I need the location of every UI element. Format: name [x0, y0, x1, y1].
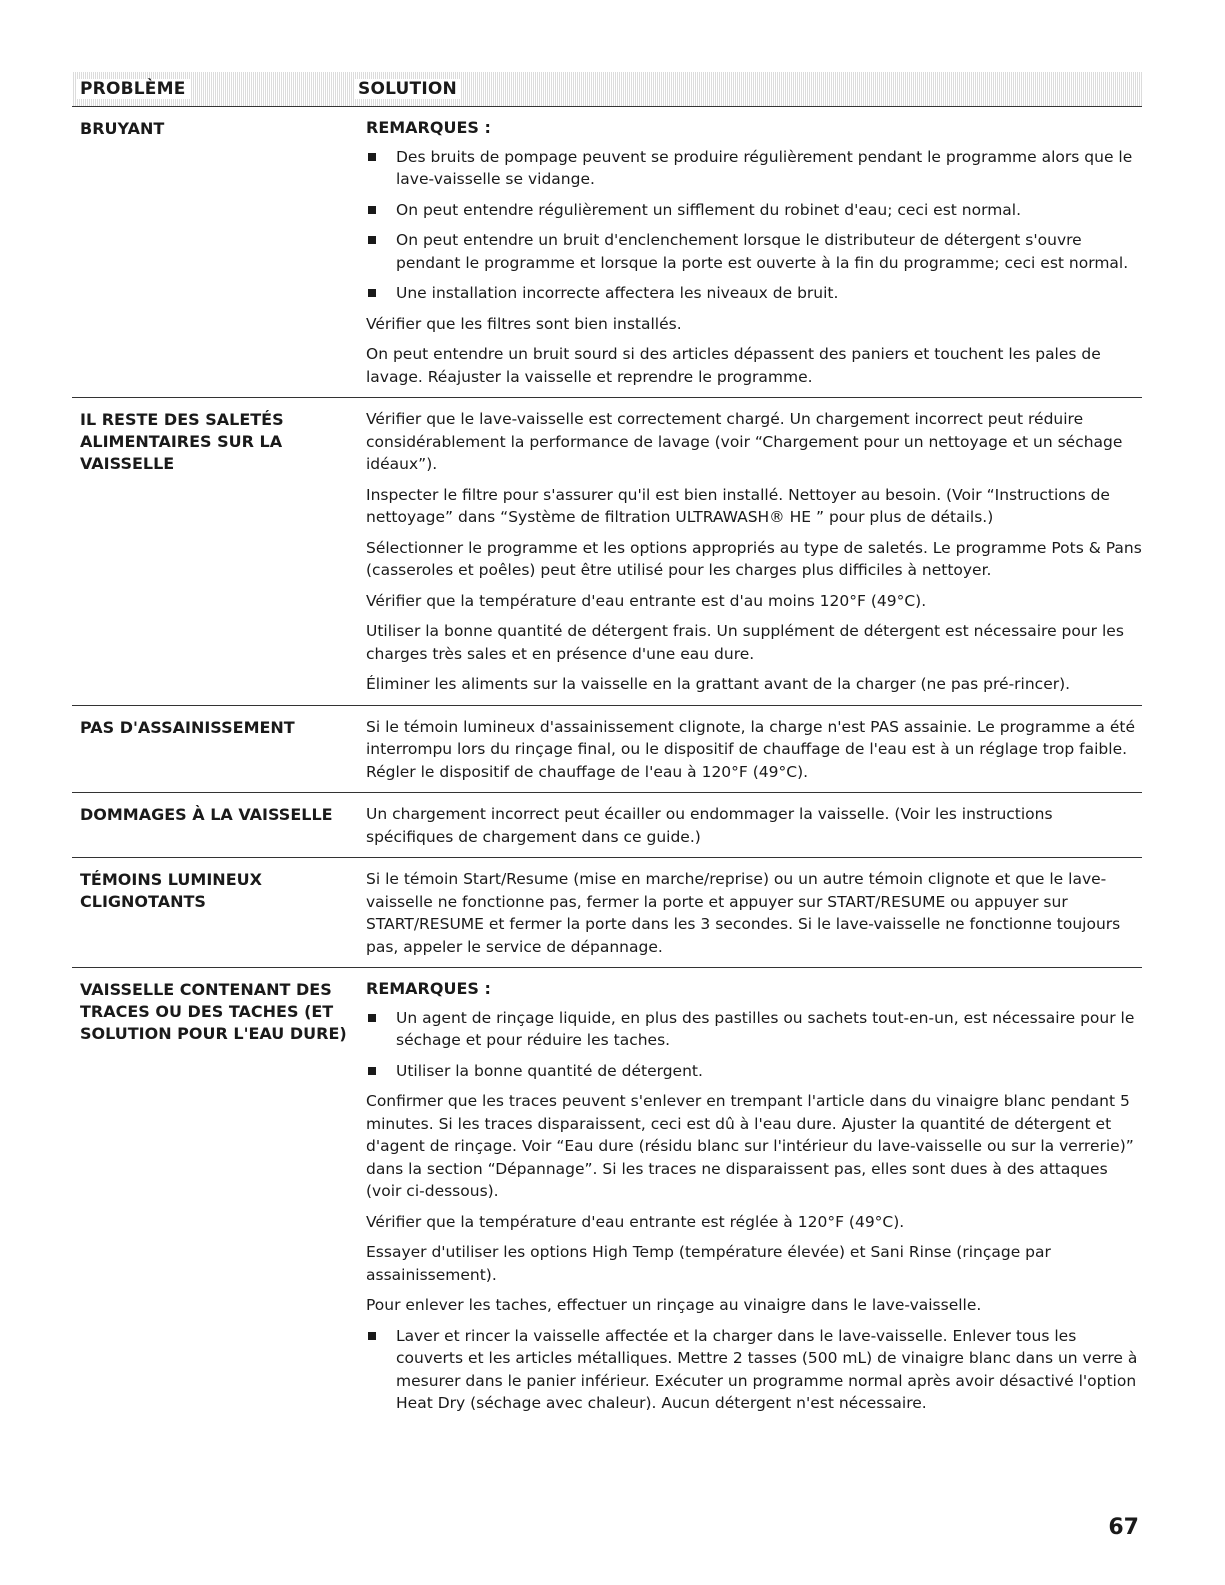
solution-cell [366, 868, 1142, 958]
problem-label: VAISSELLE CONTENANT DES TRACES OU DES TACHES (ET SOLUTION POUR L'EAU DURE) [80, 980, 347, 1043]
table-row [72, 858, 1142, 968]
solution-paragraph: Si le témoin Start/Resume (mise en marche/reprise) ou un autre témoin clignote et que le lave-vaisselle ne fonctionne pas, fermer la porte et appuyer sur START/RESUME ou appuyer sur START/RESUME et fermer la porte dans les 3 secondes. Si le lave-vaisselle ne fonctionne toujours pas, appeler le service de dépannage. [366, 870, 1121, 956]
problem-label: IL RESTE DES SALETÉS ALIMENTAIRES SUR LA VAISSELLE [80, 410, 284, 473]
solution-paragraph: Vérifier que la température d'eau entrante est réglée à 120°F (49°C). [366, 1212, 905, 1231]
solution-paragraph: Si le témoin lumineux d'assainissement clignote, la charge n'est PAS assainie. Le programme a été interrompu lors du rinçage final, ou le dispositif de chauffage de l'eau est à un réglage trop faible. Régler le dispositif de chauffage de l'eau à 120°F (49°C). [366, 717, 1135, 781]
solution-paragraph: Inspecter le filtre pour s'assurer qu'il est bien installé. Nettoyer au besoin. (Voir “Instructions de nettoyage” dans “Système de filtration ULTRAWASH® HE ” pour plus de détails.) [366, 485, 1110, 526]
solution-cell [366, 978, 1142, 1423]
problem-label: PAS D'ASSAINISSEMENT [80, 717, 295, 737]
problem-label: TÉMOINS LUMINEUX CLIGNOTANTS [80, 870, 262, 911]
problem-label: DOMMAGES À LA VAISSELLE [80, 805, 333, 824]
notes-title: REMARQUES : [366, 118, 491, 137]
solution-paragraph: On peut entendre un bruit sourd si des articles dépassent des paniers et touchent les pales de lavage. Réajuster la vaisselle et reprendre le programme. [366, 345, 1101, 386]
solution-paragraph: Vérifier que les filtres sont bien installés. [366, 314, 682, 333]
table-row [72, 968, 1142, 1432]
list-item: Utiliser la bonne quantité de détergent. [366, 1060, 1142, 1083]
solution-cell [366, 408, 1142, 696]
list-item: Des bruits de pompage peuvent se produire régulièrement pendant le programme alors que le lave-vaisselle se vidange. [366, 146, 1142, 191]
solution-paragraph: Utiliser la bonne quantité de détergent frais. Un supplément de détergent est nécessaire pour les charges très sales et en présence d'une eau dure. [366, 622, 1124, 663]
table-header [72, 72, 1142, 107]
header-problem: PROBLÈME [76, 79, 190, 99]
list-item: On peut entendre un bruit d'enclenchement lorsque le distributeur de détergent s'ouvre pendant le programme et lorsque la porte est ouverte à la fin du programme; ceci est normal. [366, 229, 1142, 274]
solution-paragraph: Vérifier que le lave-vaisselle est correctement chargé. Un chargement incorrect peut réduire considérablement la performance de lavage (voir “Chargement pour un nettoyage et un séchage idéaux”). [366, 410, 1123, 473]
troubleshooting-table [72, 72, 1142, 1432]
problem-label: BRUYANT [80, 119, 165, 138]
solution-paragraph: Un chargement incorrect peut écailler ou endommager la vaisselle. (Voir les instructions spécifiques de chargement dans ce guide.) [366, 805, 1053, 846]
table-row [72, 793, 1142, 858]
solution-paragraph: Confirmer que les traces peuvent s'enlever en trempant l'article dans du vinaigre blanc pendant 5 minutes. Si les traces disparaissent, ceci est dû à l'eau dure. Ajuster la quantité de détergent et d'agent de rinçage. Voir “Eau dure (résidu blanc sur l'intérieur du lave-vaisselle ou sur la verrerie)” dans la section “Dépannage”. Si les traces ne disparaissent pas, elles sont dues à des attaques (voir ci-dessous). [366, 1092, 1134, 1200]
list-item: Un agent de rinçage liquide, en plus des pastilles ou sachets tout-en-un, est nécessaire pour le séchage et pour réduire les taches. [366, 1007, 1142, 1052]
solution-paragraph: Pour enlever les taches, effectuer un rinçage au vinaigre dans le lave-vaisselle. [366, 1296, 982, 1314]
notes-title: REMARQUES : [366, 979, 491, 998]
notes-list [366, 1007, 1142, 1083]
table-row [72, 398, 1142, 706]
notes-list [366, 146, 1142, 305]
list-item: On peut entendre régulièrement un sifflement du robinet d'eau; ceci est normal. [366, 199, 1142, 222]
table-row [72, 706, 1142, 794]
solution-paragraph: Essayer d'utiliser les options High Temp (température élevée) et Sani Rinse (rinçage par assainissement). [366, 1243, 1051, 1284]
solution-paragraph: Éliminer les aliments sur la vaisselle en la grattant avant de la charger (ne pas pré-rincer). [366, 675, 1071, 693]
list-item: Une installation incorrecte affectera les niveaux de bruit. [366, 282, 1142, 305]
page-number: 67 [1108, 1515, 1139, 1540]
steps-list [366, 1325, 1142, 1415]
solution-cell [366, 716, 1142, 784]
header-solution: SOLUTION [354, 79, 461, 99]
solution-cell [366, 803, 1142, 848]
table-row [72, 107, 1142, 398]
solution-cell [366, 117, 1142, 388]
solution-paragraph: Sélectionner le programme et les options appropriés au type de saletés. Le programme Pots & Pans (casseroles et poêles) peut être utilisé pour les charges plus difficiles à nettoyer. [366, 538, 1142, 579]
list-item: Laver et rincer la vaisselle affectée et la charger dans le lave-vaisselle. Enlever tous les couverts et les articles métalliques. Mettre 2 tasses (500 mL) de vinaigre blanc dans un verre à mesurer dans le panier inférieur. Exécuter un programme normal après avoir désactivé l'option Heat Dry (séchage avec chaleur). Aucun détergent n'est nécessaire. [366, 1325, 1142, 1415]
solution-paragraph: Vérifier que la température d'eau entrante est d'au moins 120°F (49°C). [366, 591, 927, 610]
